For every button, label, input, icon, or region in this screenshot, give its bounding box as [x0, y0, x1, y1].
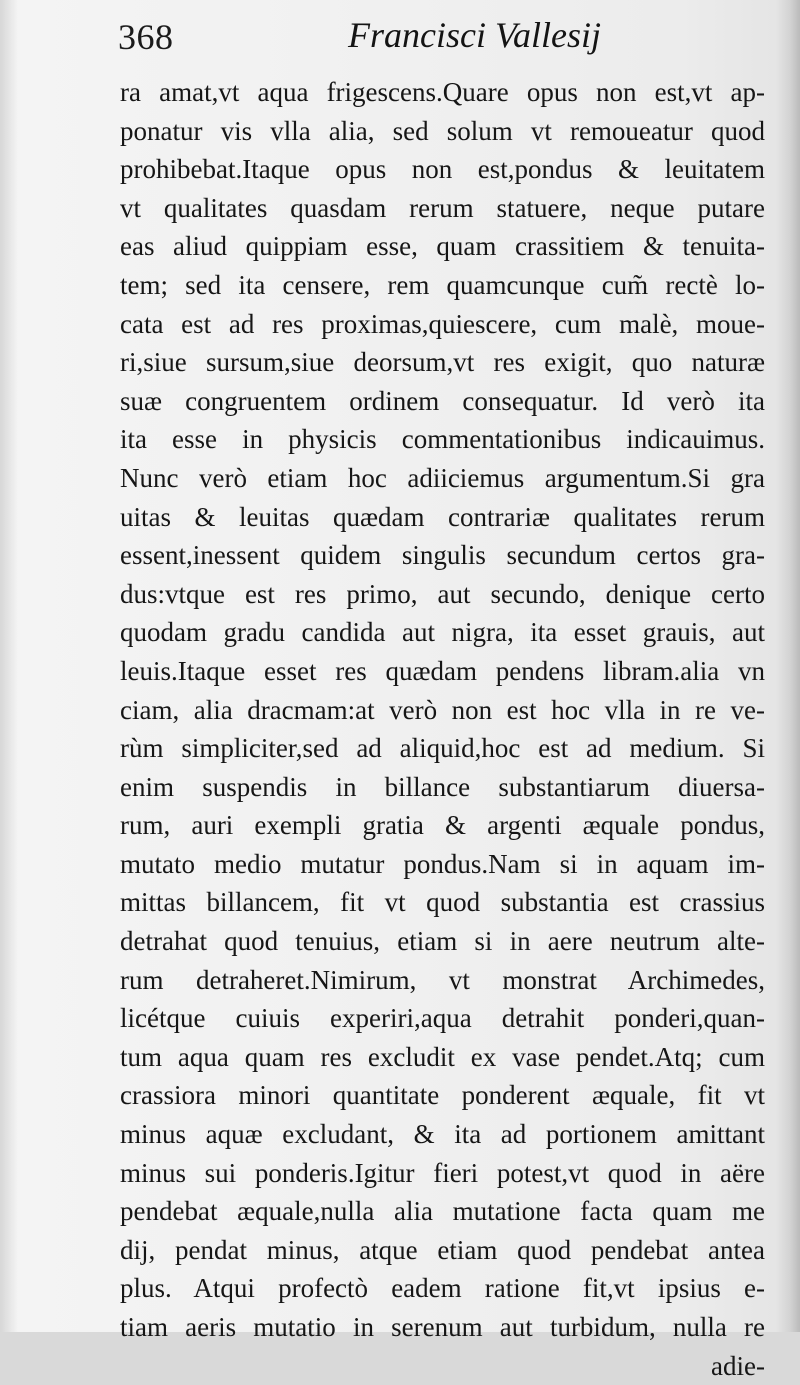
text-line: tem; sed ita censere, rem quamcunque cum̃ rectè lo-	[120, 269, 765, 300]
text-line: leuis.Itaque esset res quædam pendens libram.alia vn	[120, 655, 765, 686]
text-line: essent,inessent quidem singulis secundum certos gra-	[120, 540, 765, 571]
text-line: ciam, alia dracmam:at verò non est hoc vlla in re ve-	[120, 694, 765, 725]
text-line: eas aliud quippiam esse, quam crassitiem & tenuita-	[120, 231, 765, 262]
page-number: 368	[118, 17, 174, 57]
text-line: Nunc verò etiam hoc adiiciemus argumentum.Si gra	[120, 462, 765, 493]
text-line: ri,siue sursum,siue deorsum,vt res exigit, quo naturæ	[120, 347, 765, 378]
body-text	[120, 73, 765, 1385]
text-line: uitas & leuitas quædam contrariæ qualitates rerum	[120, 501, 765, 532]
page-edge-shadow	[776, 0, 800, 1332]
text-line: mutato medio mutatur pondus.Nam si in aquam im-	[120, 848, 765, 879]
text-line: ra amat,vt aqua frigescens.Quare opus non est,vt ap-	[120, 77, 765, 107]
text-line: rum, auri exempli gratia & argenti æquale pondus,	[120, 810, 765, 841]
text-line: minus aquæ excludant, & ita ad portionem amittant	[120, 1119, 765, 1150]
text-line: ita esse in physicis commentationibus indicauimus.	[120, 424, 765, 455]
running-head: Francisci Vallesij	[348, 15, 601, 55]
text-line: enim suspendis in billance substantiarum diuersa-	[120, 771, 765, 802]
text-line: dij, pendat minus, atque etiam quod pendebat antea	[120, 1234, 765, 1265]
text-line: plus. Atqui profectò eadem ratione fit,vt ipsius e-	[120, 1273, 765, 1304]
text-line: ponatur vis vlla alia, sed solum vt remoueatur quod	[120, 115, 765, 146]
text-line: pendebat æquale,nulla alia mutatione facta quam me	[120, 1196, 765, 1227]
catchword: adie-	[711, 1350, 765, 1381]
text-line: mittas billancem, fit vt quod substantia est crassius	[120, 887, 765, 918]
text-line: rum detraheret.Nimirum, vt monstrat Archimedes,	[120, 964, 765, 995]
gutter-shadow	[0, 0, 18, 1332]
text-line: detrahat quod tenuius, etiam si in aere neutrum alte-	[120, 926, 765, 957]
page-header	[118, 10, 601, 68]
text-line: minus sui ponderis.Igitur fieri potest,vt quod in aëre	[120, 1157, 765, 1188]
text-line: licétque cuiuis experiri,aqua detrahit ponderi,quan-	[120, 1003, 765, 1034]
text-line: rùm simpliciter,sed ad aliquid,hoc est ad medium. Si	[120, 733, 765, 764]
text-line: cata est ad res proximas,quiescere, cum malè, moue-	[120, 308, 765, 339]
text-line: crassiora minori quantitate ponderent æquale, fit vt	[120, 1080, 765, 1111]
text-line: tiam aeris mutatio in serenum aut turbidum, nulla re	[120, 1312, 765, 1342]
text-line: dus:vtque est res primo, aut secundo, denique certo	[120, 578, 765, 609]
text-line: vt qualitates quasdam rerum statuere, neque putare	[120, 192, 765, 223]
text-line: prohibebat.Itaque opus non est,pondus & leuitatem	[120, 154, 765, 185]
text-line: tum aqua quam res excludit ex vase pendet.Atq; cum	[120, 1041, 765, 1072]
text-line: quodam gradu candida aut nigra, ita esset grauis, aut	[120, 617, 765, 648]
text-line: suæ congruentem ordinem consequatur. Id verò ita	[120, 385, 765, 416]
